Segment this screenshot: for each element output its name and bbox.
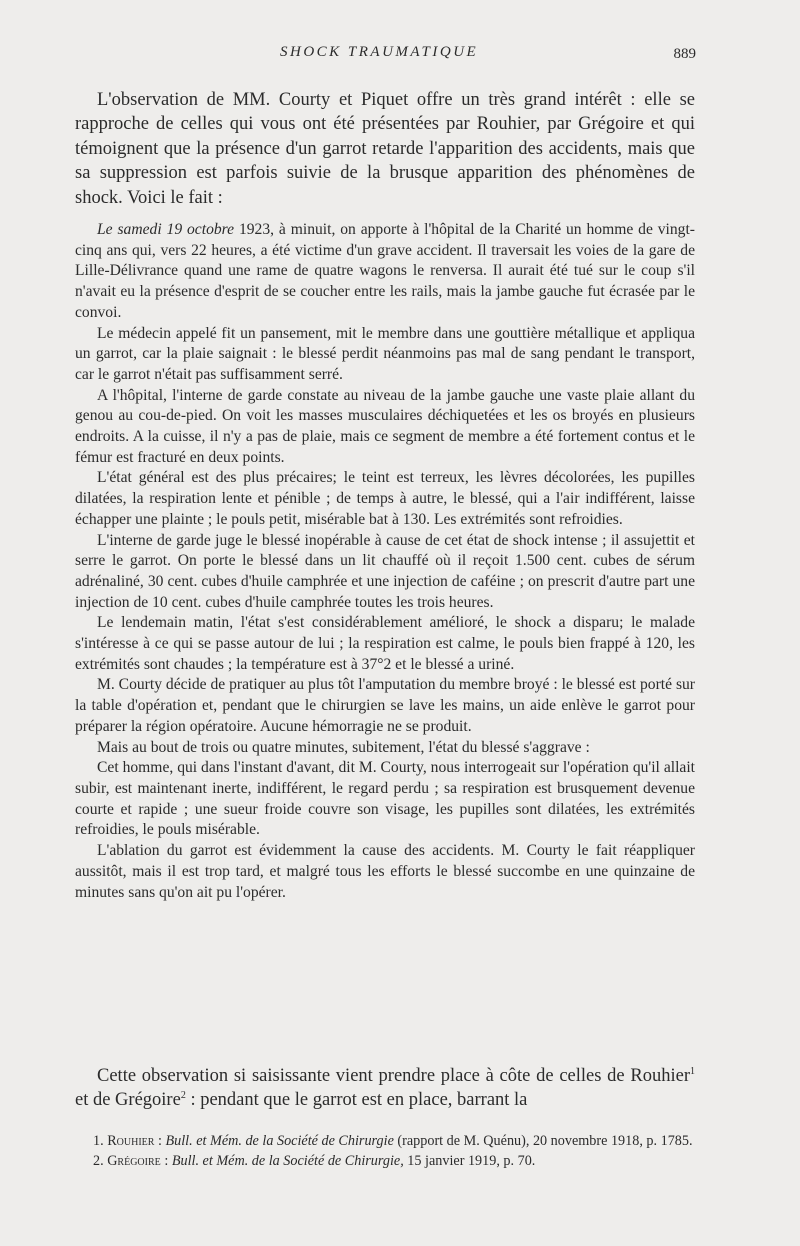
footnote-number: 2. [93, 1153, 104, 1169]
footnote-details: (rapport de M. Quénu), 20 novembre 1918, p. 1785. [393, 1133, 693, 1149]
footnote-number: 1. [93, 1133, 104, 1149]
footnote [75, 1131, 695, 1151]
footnote-author: Rouhier [107, 1133, 155, 1149]
footnote-ref: 1 [690, 1065, 695, 1077]
conclusion-text: et de Grégoire [75, 1090, 181, 1111]
case-report [75, 220, 695, 903]
conclusion-text: : pendant que le garrot est en place, barrant la [185, 1090, 528, 1111]
case-paragraph: Mais au bout de trois ou quatre minutes, subitement, l'état du blessé s'aggrave : [97, 738, 590, 756]
running-title: SHOCK TRAUMATIQUE [280, 44, 479, 60]
case-paragraph: L'état général est des plus précaires; le teint est terreux, les lèvres décolorées, les pupilles dilatées, la respiration lente et pénible ; de temps à autre, le blessé, qui a l'air indifférent, laisse échapper une plainte ; le pouls petit, misérable bat à 130. Les extrémités sont refroidies. [75, 469, 695, 528]
footnote-ref: 2 [180, 1090, 186, 1102]
case-paragraph: M. Courty décide de pratiquer au plus tôt l'amputation du membre broyé : le blessé est porté sur la table d'opération et, pendant que le chirurgien se lave les mains, un aide enlève le garrot pour préparer la région opératoire. Aucune hémorragie ne se produit. [75, 676, 695, 735]
intro-paragraph: L'observation de MM. Courty et Piquet offre un très grand intérêt : elle se rapproche de celles qui vous ont été présentées par Rouhier, par Grégoire et qui témoignent que la présence d'un garrot retarde l'apparition des accidents, mais que sa suppression est parfois suivie de la brusque apparition des phénomènes de shock. Voici le fait : [75, 90, 695, 208]
case-paragraph: Cet homme, qui dans l'instant d'avant, dit M. Courty, nous interrogeait sur l'opération qu'il allait subir, est maintenant inerte, indifférent, le regard perdu ; sa respiration est brusquement devenue courte et rapide ; une sueur froide couvre son visage, les pupilles sont dilatées, les extrémités refroidies, le pouls misérable. [75, 759, 695, 839]
case-paragraph: L'interne de garde juge le blessé inopérable à cause de cet état de shock intense ; il assujettit et serre le garrot. On porte le blessé dans un lit chauffé où il reçoit 1.500 cent. cubes de sérum adrénaliné, 30 cent. cubes d'huile camphrée et une injection de caféine ; on prescrit d'autre part une injection de 10 cent. cubes d'huile camphrée toutes les trois heures. [75, 531, 695, 611]
conclusion-text: Cette observation si saisissante vient prendre place à côte de celles de Rouhier [97, 1066, 690, 1086]
footnote-author: Grégoire [107, 1153, 161, 1169]
case-lead-text: 1923, à minuit, on apporte à l'hôpital de la Charité un homme de vingt-cinq ans qui, vers 22 heures, a été victime d'un grave accident. Il traversait les voies de la gare de Lille-Délivrance quand une rame de quatre wagons le renversa. Il aurait été tué sur le coup s'il n'avait eu la présence d'esprit de se coucher entre les rails, mais la jambe gauche fut écrasée par le convoi. [75, 221, 695, 321]
page-header [0, 44, 800, 66]
footnote-separator: : [154, 1133, 166, 1149]
case-date: Le samedi 19 octobre [97, 221, 235, 238]
footnote-details: 15 janvier 1919, p. 70. [403, 1153, 536, 1169]
footnotes [75, 1131, 695, 1171]
footnote-journal: Bull. et Mém. de la Société de Chirurgie [165, 1133, 394, 1149]
case-paragraph: A l'hôpital, l'interne de garde constate au niveau de la jambe gauche une vaste plaie allant du genou au cou-de-pied. On voit les masses musculaires déchiquetées et les os broyés en plusieurs endroits. A la cuisse, il n'y a pas de plaie, mais ce segment de membre a été fortement contus et le fémur est fracturé en deux points. [75, 386, 695, 466]
case-paragraph: L'ablation du garrot est évidemment la cause des accidents. M. Courty le fait réappliquer aussitôt, mais il est trop tard, et malgré tous les efforts le blessé succombe en une quinzaine de minutes sans qu'on ait pu l'opérer. [75, 842, 695, 901]
case-paragraph: Le lendemain matin, l'état s'est considérablement amélioré, le shock a disparu; le malade s'intéresse à ce qui se passe autour de lui ; la respiration est calme, le pouls bien frappé à 120, les extrémités sont chaudes ; la température est à 37°2 et le blessé a uriné. [75, 614, 695, 673]
conclusion-paragraph [75, 1064, 695, 1113]
footnote [75, 1151, 695, 1171]
footnote-journal: Bull. et Mém. de la Société de Chirurgie, [171, 1153, 404, 1169]
footnote-separator: : [160, 1153, 172, 1169]
page-number: 889 [673, 46, 696, 62]
case-lead-paragraph [75, 220, 695, 324]
case-paragraph: Le médecin appelé fit un pansement, mit le membre dans une gouttière métallique et appliqua un garrot, car la plaie saignait : le blessé perdit néanmoins pas mal de sang pendant le transport, car le garrot n'était pas suffisamment serré. [75, 324, 695, 383]
